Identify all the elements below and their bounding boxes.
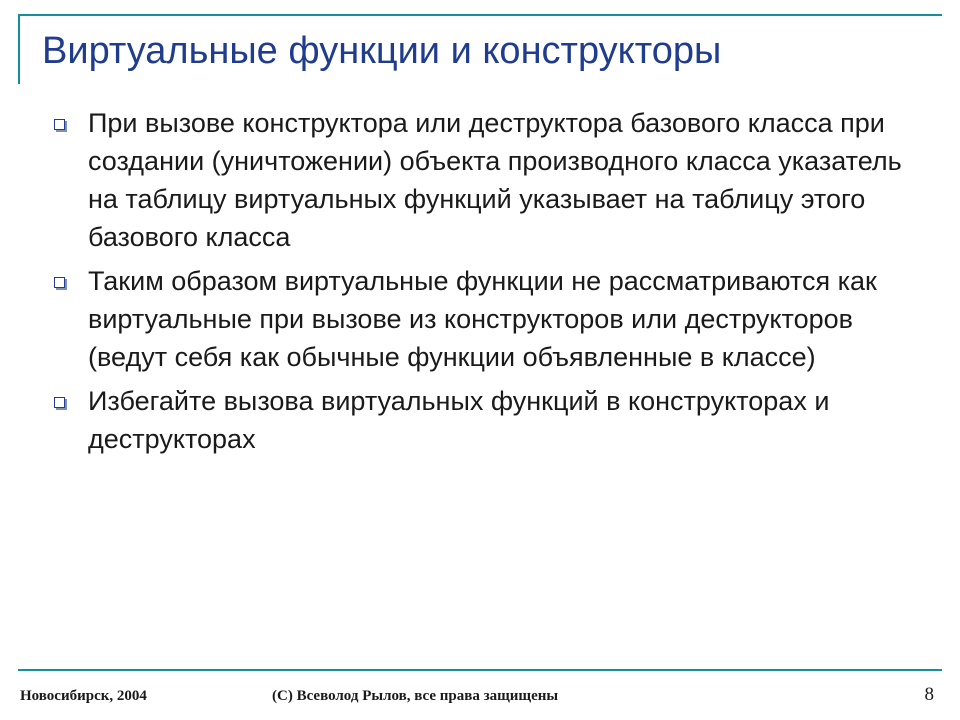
bullet-item — [52, 262, 912, 376]
footer-copyright: (C) Всеволод Рылов, все права защищены — [272, 688, 559, 704]
bullet-item — [52, 104, 912, 256]
square-bullet-icon — [54, 119, 65, 130]
bullet-text: При вызове конструктора или деструктора базового класса при создании (уничтожении) объекта производного класса указатель на таблицу виртуальных функций указывает на таблицу этого базового класса — [88, 108, 902, 252]
bullet-item — [52, 382, 912, 458]
title-left-rule — [18, 14, 20, 84]
page-number: 8 — [924, 684, 934, 705]
bullet-text: Таким образом виртуальные функции не рассматриваются как виртуальные при вызове из конструкторов или деструкторов (ведут себя как обычные функции объявленные в классе) — [88, 266, 877, 372]
footer-location-year: Новосибирск, 2004 — [20, 688, 147, 704]
bullet-list — [52, 104, 912, 464]
square-bullet-icon — [54, 277, 65, 288]
square-bullet-icon — [54, 397, 65, 408]
bullet-text: Избегайте вызова виртуальных функций в конструкторах и деструкторах — [88, 386, 830, 454]
title-top-rule — [18, 14, 942, 16]
footer-rule — [18, 669, 942, 671]
slide-title: Виртуальные функции и конструкторы — [42, 30, 722, 72]
